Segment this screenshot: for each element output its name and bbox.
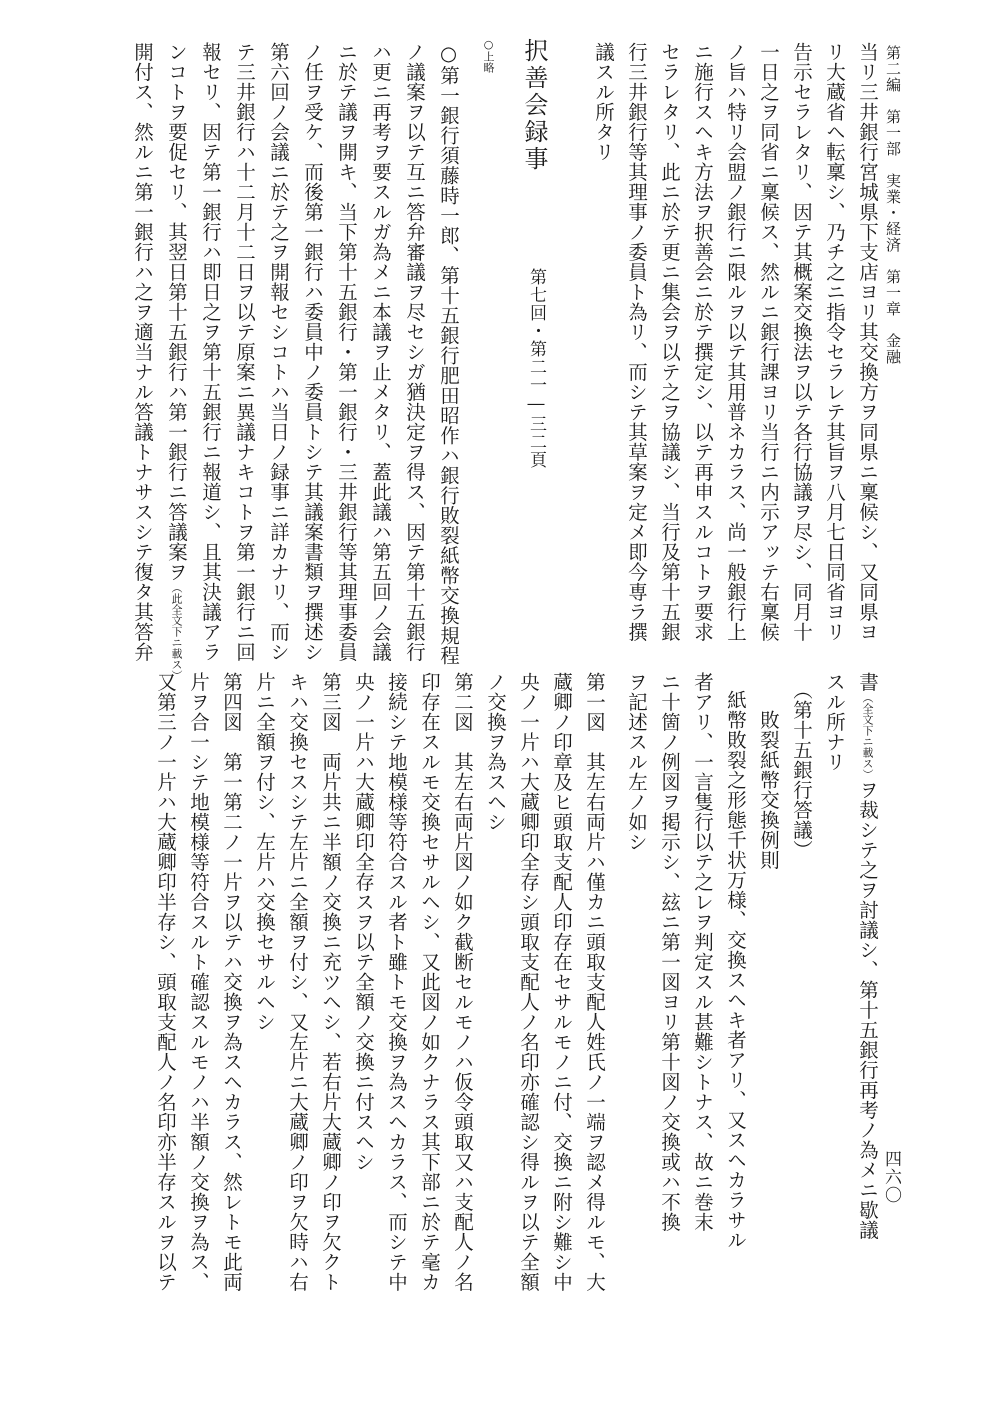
upper-line-with-note [167, 42, 187, 681]
upper-line2-7: テ三井銀行ハ十二月十二日ヲ以テ原案ニ異議ナキコトヲ第一銀行ニ回 [233, 42, 256, 662]
upper-line-7: セラレタリ、此ニ於テ更ニ集会ヲ以テ之ヲ協議シ、当行及第十五銀 [658, 42, 681, 642]
upper-line-2: リ大蔵省ヘ転稟シ、乃チ之ニ指令セラレテ其旨ヲ八月七日同省ヨリ [823, 42, 846, 642]
lower-line-0-rest: ヲ裁シテ之ヲ討議シ、第十五銀行再考ノ為メニ歇議 [856, 780, 879, 1240]
upper-line2-5: ノ任ヲ受ケ、而後第一銀行ハ委員中ノ委員トシテ其議案書類ヲ撰述シ [301, 42, 324, 662]
figure-line-1: 第一図 其左右両片ハ僅カニ頭取支配人姓氏ノ一端ヲ認メ得ルモ、大 [583, 672, 606, 1292]
upper-line2-2: ノ議案ヲ以テ互ニ答弁審議ヲ尽セシガ猶決定ヲ得ス、因テ第十五銀行 [403, 42, 426, 662]
subtitle-rule: 敗裂紙幣交換例則 [757, 710, 780, 870]
figure-line-11: 片ニ全額ヲ付シ、左片ハ交換セサルヘシ [253, 672, 276, 1032]
figure-line-8: 央ノ一片ハ大蔵卿印全存スヲ以テ全額ノ交換ニ付スヘシ [352, 672, 375, 1172]
upper-line2-6: 第六回ノ会議ニ於テ之ヲ開報セシコトハ当日ノ録事ニ詳カナリ、而シ [267, 42, 290, 662]
lower-rule-line-2: 者アリ、一言隻行以テ之レヲ判定スル甚難シトナス、故ニ巻末 [691, 672, 714, 1232]
page-number: 四六〇 [881, 1150, 901, 1204]
figure-line-12: 第四図 第一第二ノ一片ヲ以テハ交換ヲ為スヘカラス、然レトモ此両 [220, 672, 243, 1292]
lower-rule-line-4: ヲ記述スル左ノ如シ [625, 672, 648, 852]
upper-line-final: 開付ス、然ルニ第一銀行ハ之ヲ適当ナル答議トナサスシテ復タ其答弁 [131, 42, 154, 662]
figure-line-6: 印存在スルモ交換セサルヘシ、又此図ノ如クナラス其下部ニ於テ毫カ [418, 672, 441, 1292]
lower-inline-note: （全文下ニ載ス） [861, 692, 874, 780]
figure-line-7: 接続シテ地模様等符合スル者ト雖トモ交換ヲ為スヘカラス、而シテ中 [385, 672, 408, 1292]
running-head: 第二編 第一部 実業・経済 第一章 金融 [884, 45, 902, 365]
upper-line-5: ノ旨ハ特リ会盟ノ銀行ニ限ルヲ以テ其用普ネカラス、尚一般銀行上 [724, 42, 747, 642]
lower-rule-line-3: ニ十箇ノ例図ヲ掲示シ、玆ニ第一図ヨリ第十図ノ交換或ハ不換 [658, 672, 681, 1232]
upper-line2-3: ハ更ニ再考ヲ要スルガ為メニ本議ヲ止メタリ、蓋此議ハ第五回ノ会議 [369, 42, 392, 662]
section-source: 第七回・第二一―三二頁 [526, 268, 546, 469]
upper-line2-8: 報セリ、因テ第一銀行ハ即日之ヲ第十五銀行ニ報道シ、且其決議アラ [199, 42, 222, 662]
figure-line-5: 第二図 其左右両片図ノ如ク截断セルモノハ仮令頭取又ハ支配人ノ名 [451, 672, 474, 1292]
figure-line-10: キハ交換セスシテ左片ニ全額ヲ付シ、又左片ニ大蔵卿ノ印ヲ欠時ハ右 [286, 672, 309, 1292]
upper-line-with-note-text: ンコトヲ要促セリ、其翌日第十五銀行ハ第一銀行ニ答議案ヲ [165, 42, 188, 582]
lower-line-0-main: 書 [856, 672, 879, 692]
upper-line-1: 当リ三井銀行宮城県下支店ヨリ其交換方ヲ同県ニ稟候シ、又同県ヨ [856, 42, 879, 642]
lower-rule-line-1: 紙幣敗裂之形態千状万様、交換スヘキ者アリ、又スヘカラサル [724, 690, 747, 1250]
upper-line-4: 一日之ヲ同省ニ稟候ス、然ルニ銀行課ヨリ当行ニ内示アッテ右稟候 [757, 42, 780, 642]
lower-line-0 [858, 672, 878, 1240]
figure-line-4: ノ交換ヲ為スヘシ [484, 672, 507, 832]
upper-line-3: 告示セラレタリ、因テ其概案交換法ヲ以テ各行協議ヲ尽シ、同月十 [790, 42, 813, 642]
subtitle-bank: （第十五銀行答議） [790, 680, 813, 860]
upper-line-9: 議スル所タリ [592, 42, 615, 162]
lower-line-1: スル所ナリ [823, 672, 846, 772]
upper-line-6: ニ施行スヘキ方法ヲ択善会ニ於テ撰定シ、以テ再申スルコトヲ要求 [691, 42, 714, 642]
upper-line2-4: ニ於テ議ヲ開キ、当下第十五銀行・第一銀行・三井銀行等其理事委員 [335, 42, 358, 662]
inline-note: （此全文下ニ載ス） [170, 582, 183, 681]
omission-mark: ○上略 [482, 38, 495, 73]
figure-line-3: 央ノ一片ハ大蔵卿印全存シ頭取支配人ノ名印亦確認シ得ルヲ以テ全額 [517, 672, 540, 1292]
figure-line-13: 片ヲ合一シテ地模様等符合スルト確認スルモノハ半額ノ交換ヲ為ス、 [187, 672, 210, 1292]
figure-line-14: 又第三ノ一片ハ大蔵卿印半存シ、頭取支配人ノ名印亦半存スルヲ以テ [154, 672, 177, 1292]
upper-line2-1: ○第一銀行須藤時一郎、第十五銀行肥田昭作ハ銀行敗裂紙幣交換規程 [437, 42, 460, 666]
section-title: 択善会録事 [520, 38, 548, 173]
figure-line-2: 蔵卿ノ印章及ヒ頭取支配人印存在セサルモノニ付、交換ニ附シ難シ中 [550, 672, 573, 1292]
figure-line-9: 第三図 両片共ニ半額ノ交換ニ充ツヘシ、若右片大蔵卿ノ印ヲ欠クト [319, 672, 342, 1292]
upper-line-8: 行三井銀行等其理事ノ委員ト為リ、而シテ其草案ヲ定メ即今専ラ撰 [625, 42, 648, 642]
